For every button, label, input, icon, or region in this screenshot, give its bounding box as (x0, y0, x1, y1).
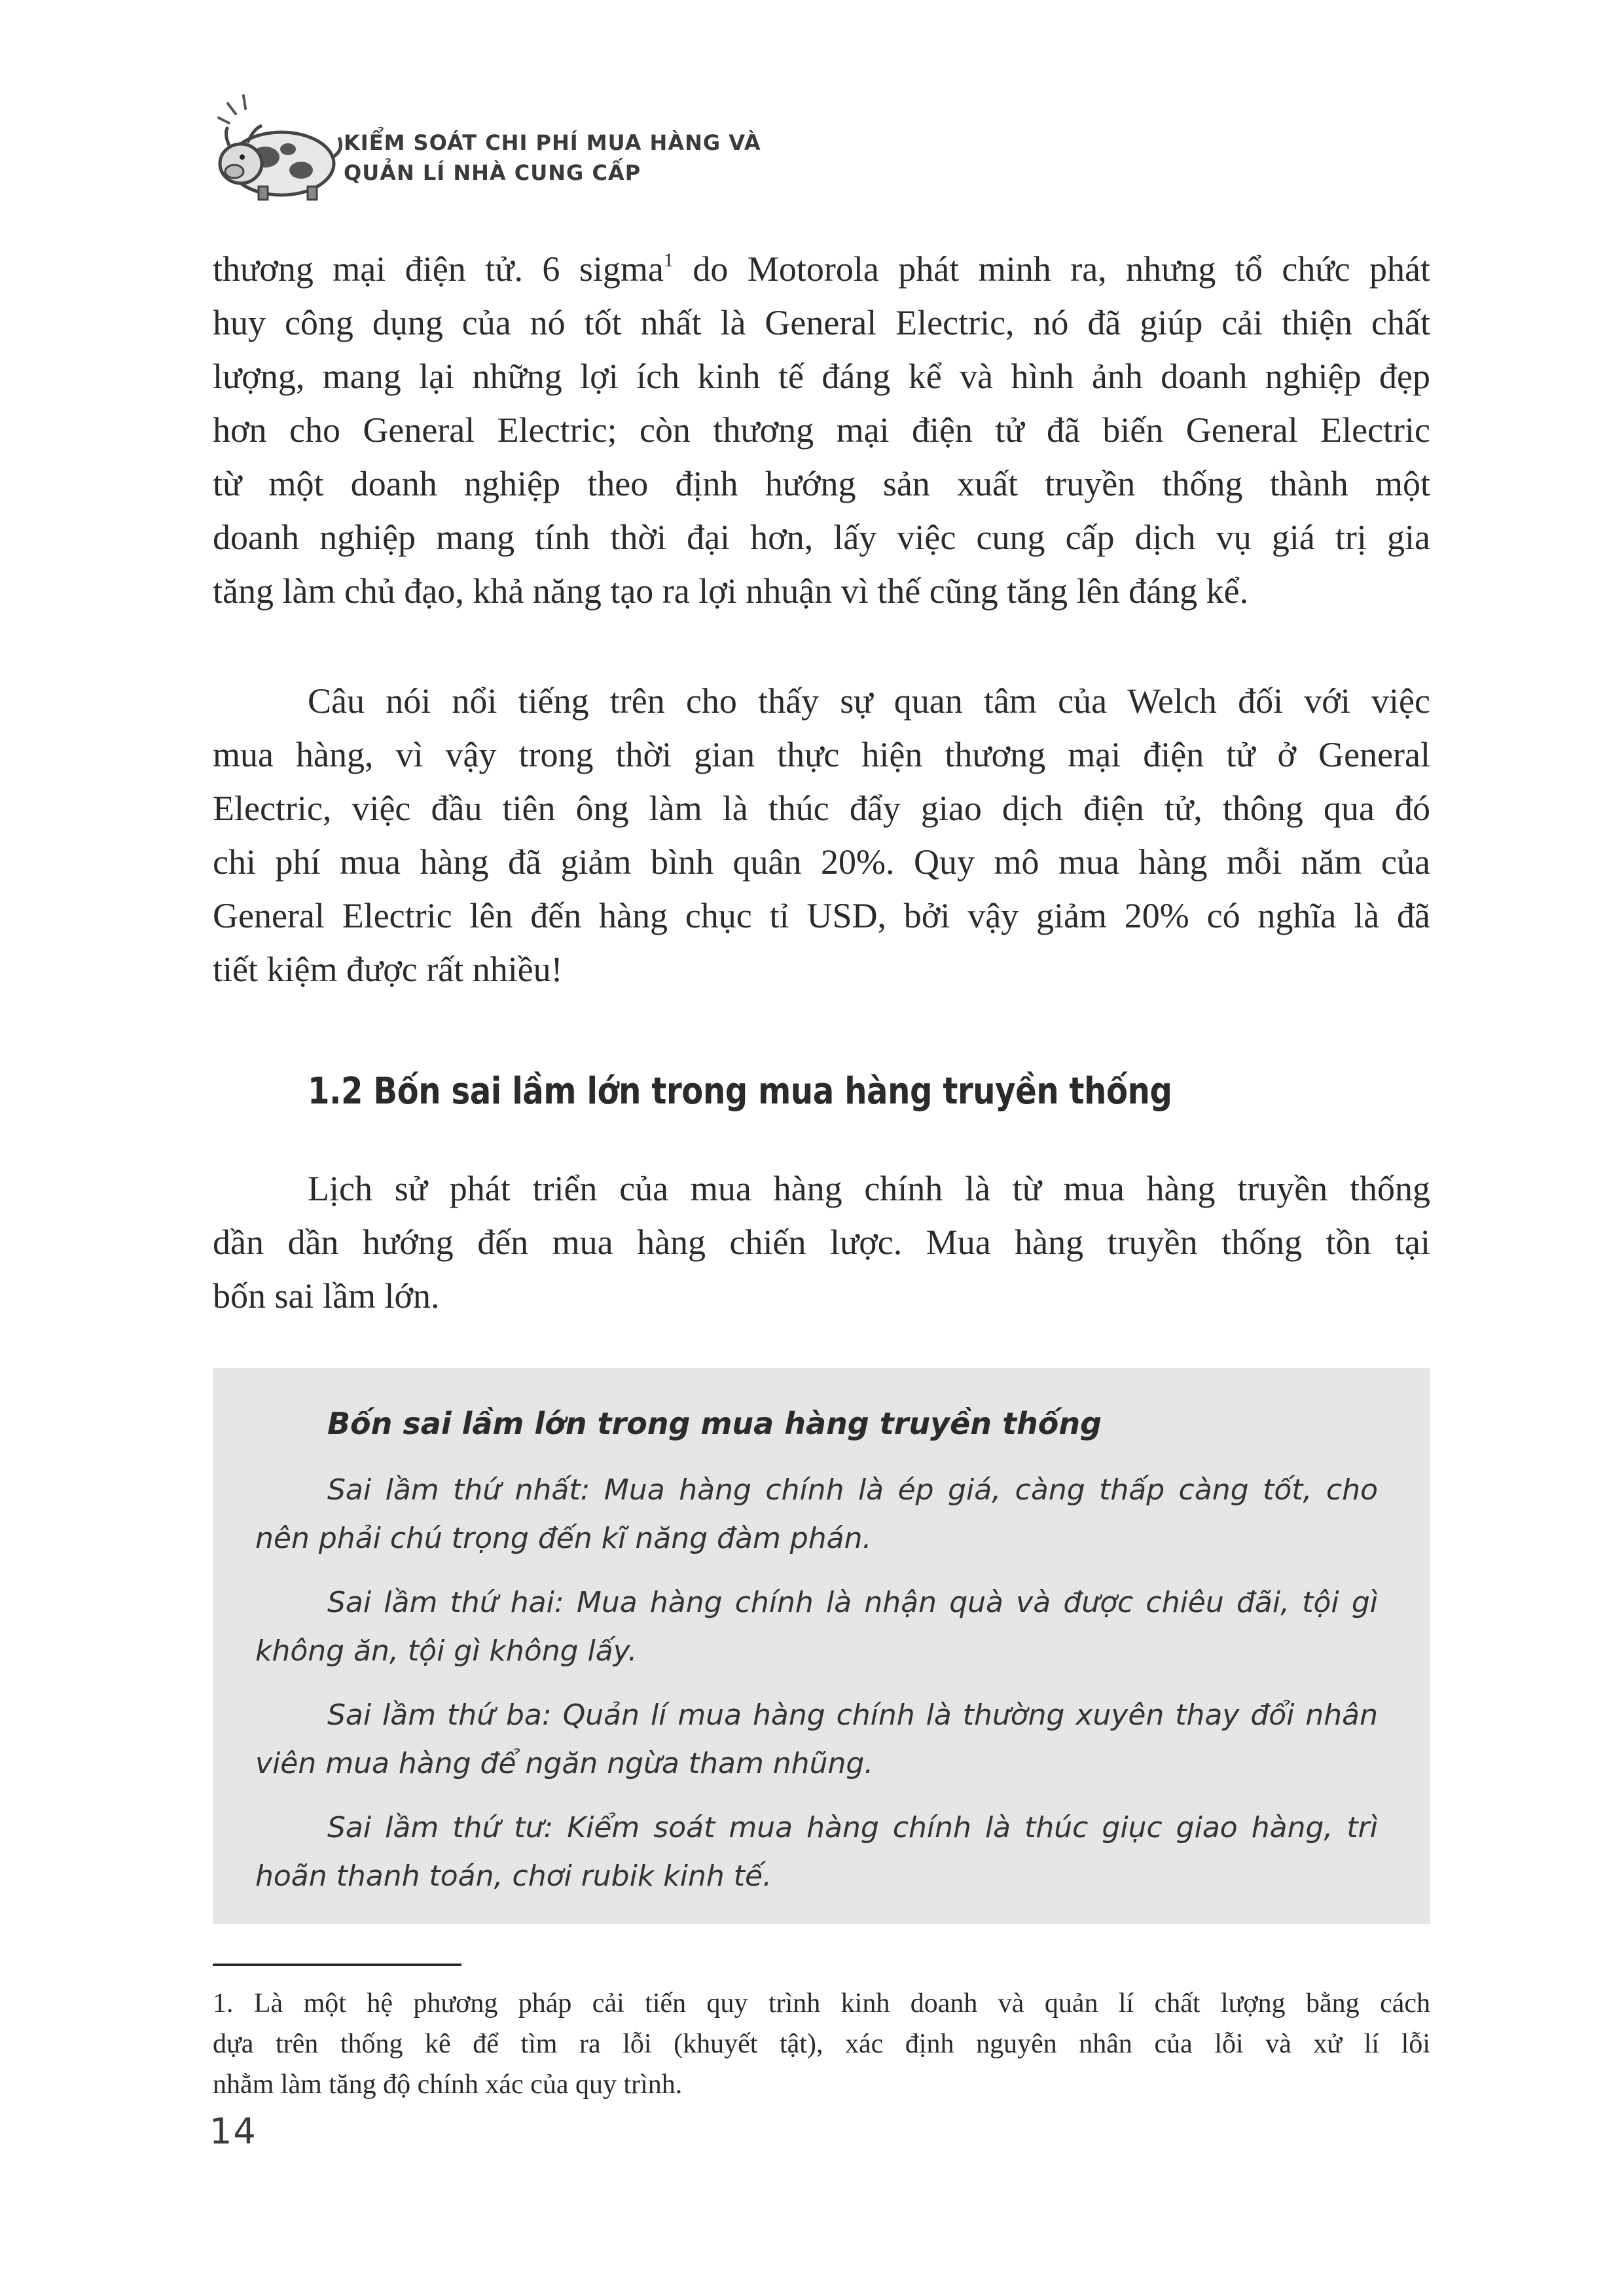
running-header-title-line1: KIỂM SOÁT CHI PHÍ MUA HÀNG VÀ (344, 130, 761, 155)
box-item-line: nên phải chú trọng đến kĩ năng đàm phán. (255, 1522, 872, 1555)
paragraph-1-line: hơn cho General Electric; còn thương mại điện tử đã biến General Electric (213, 410, 1430, 450)
paragraph-1 (213, 242, 1430, 618)
box-item-line: Sai lầm thứ tư: Kiểm soát mua hàng chính là thúc giục giao hàng, trì (327, 1811, 1378, 1844)
paragraph-1-line-tail: do Motorola phát minh ra, nhưng tổ chức phát (673, 249, 1431, 289)
paragraph-1-line: doanh nghiệp mang tính thời đại hơn, lấy việc cung cấp dịch vụ giá trị gia (213, 518, 1430, 557)
box-item (255, 1691, 1378, 1788)
paragraph-3-line: Lịch sử phát triển của mua hàng chính là từ mua hàng truyền thống (308, 1169, 1430, 1208)
paragraph-3-line: bốn sai lầm lớn. (213, 1276, 440, 1316)
paragraph-1-line: từ một doanh nghiệp theo định hướng sản xuất truyền thống thành một (213, 464, 1430, 503)
paragraph-1-line: tăng làm chủ đạo, khả năng tạo ra lợi nhuận vì thế cũng tăng lên đáng kể. (213, 571, 1249, 611)
box-item-line: viên mua hàng để ngăn ngừa tham nhũng. (255, 1747, 874, 1780)
running-header-title-line2: QUẢN LÍ NHÀ CUNG CẤP (344, 160, 641, 185)
box-item (255, 1579, 1378, 1676)
paragraph-3 (213, 1162, 1430, 1323)
box-item-line: Sai lầm thứ hai: Mua hàng chính là nhận quà và được chiêu đãi, tội gì (327, 1586, 1378, 1619)
section-heading: 1.2 Bốn sai lầm lớn trong mua hàng truyền thống (308, 1070, 1172, 1113)
box-item-line: không ăn, tội gì không lấy. (255, 1634, 638, 1668)
box-item-line: hoãn thanh toán, chơi rubik kinh tế. (255, 1859, 772, 1893)
cow-illustration-icon (209, 92, 347, 203)
paragraph-1-line: huy công dụng của nó tốt nhất là General Electric, nó đã giúp cải thiện chất (213, 303, 1430, 342)
footnote-ref: 1 (663, 249, 674, 271)
footnote-line: dựa trên thống kê để tìm ra lỗi (khuyết tật), xác định nguyên nhân của lỗi và xử lí lỗi (213, 2029, 1430, 2059)
paragraph-2-line: chi phí mua hàng đã giảm bình quân 20%. Quy mô mua hàng mỗi năm của (213, 842, 1430, 882)
paragraph-2-line: mua hàng, vì vậy trong thời gian thực hiện thương mại điện tử ở General (213, 735, 1430, 774)
footnote-divider (213, 1964, 461, 1966)
box-title: Bốn sai lầm lớn trong mua hàng truyền thống (327, 1406, 1102, 1441)
running-header (196, 79, 785, 209)
running-header-title (344, 128, 761, 188)
box-item-line: Sai lầm thứ nhất: Mua hàng chính là ép giá, càng thấp càng tốt, cho (327, 1473, 1378, 1507)
paragraph-2 (213, 674, 1430, 996)
paragraph-2-line: tiết kiệm được rất nhiều! (213, 950, 563, 989)
paragraph-2-line: Electric, việc đầu tiên ông làm là thúc đẩy giao dịch điện tử, thông qua đó (213, 789, 1430, 828)
paragraph-2-line: General Electric lên đến hàng chục tỉ USD, bởi vậy giảm 20% có nghĩa là đã (213, 896, 1430, 935)
footnote-line: nhằm làm tăng độ chính xác của quy trình. (213, 2070, 683, 2100)
paragraph-2-line: Câu nói nổi tiếng trên cho thấy sự quan tâm của Welch đối với việc (308, 681, 1430, 721)
footnote-line: 1. Là một hệ phương pháp cải tiến quy trình kinh doanh và quản lí chất lượng bằng cách (213, 1988, 1430, 2018)
box-item (255, 1804, 1378, 1901)
paragraph-1-line-text: thương mại điện tử. 6 sigma (213, 249, 664, 289)
paragraph-1-line (213, 242, 1430, 296)
page-number: 14 (209, 2111, 257, 2152)
sidebar-box (213, 1368, 1430, 1924)
paragraph-1-line: lượng, mang lại những lợi ích kinh tế đáng kể và hình ảnh doanh nghiệp đẹp (213, 357, 1430, 396)
box-item (255, 1466, 1378, 1563)
box-item-line: Sai lầm thứ ba: Quản lí mua hàng chính là thường xuyên thay đổi nhân (327, 1698, 1378, 1732)
paragraph-3-line: dần dần hướng đến mua hàng chiến lược. Mua hàng truyền thống tồn tại (213, 1223, 1430, 1262)
footnote (213, 1983, 1430, 2105)
